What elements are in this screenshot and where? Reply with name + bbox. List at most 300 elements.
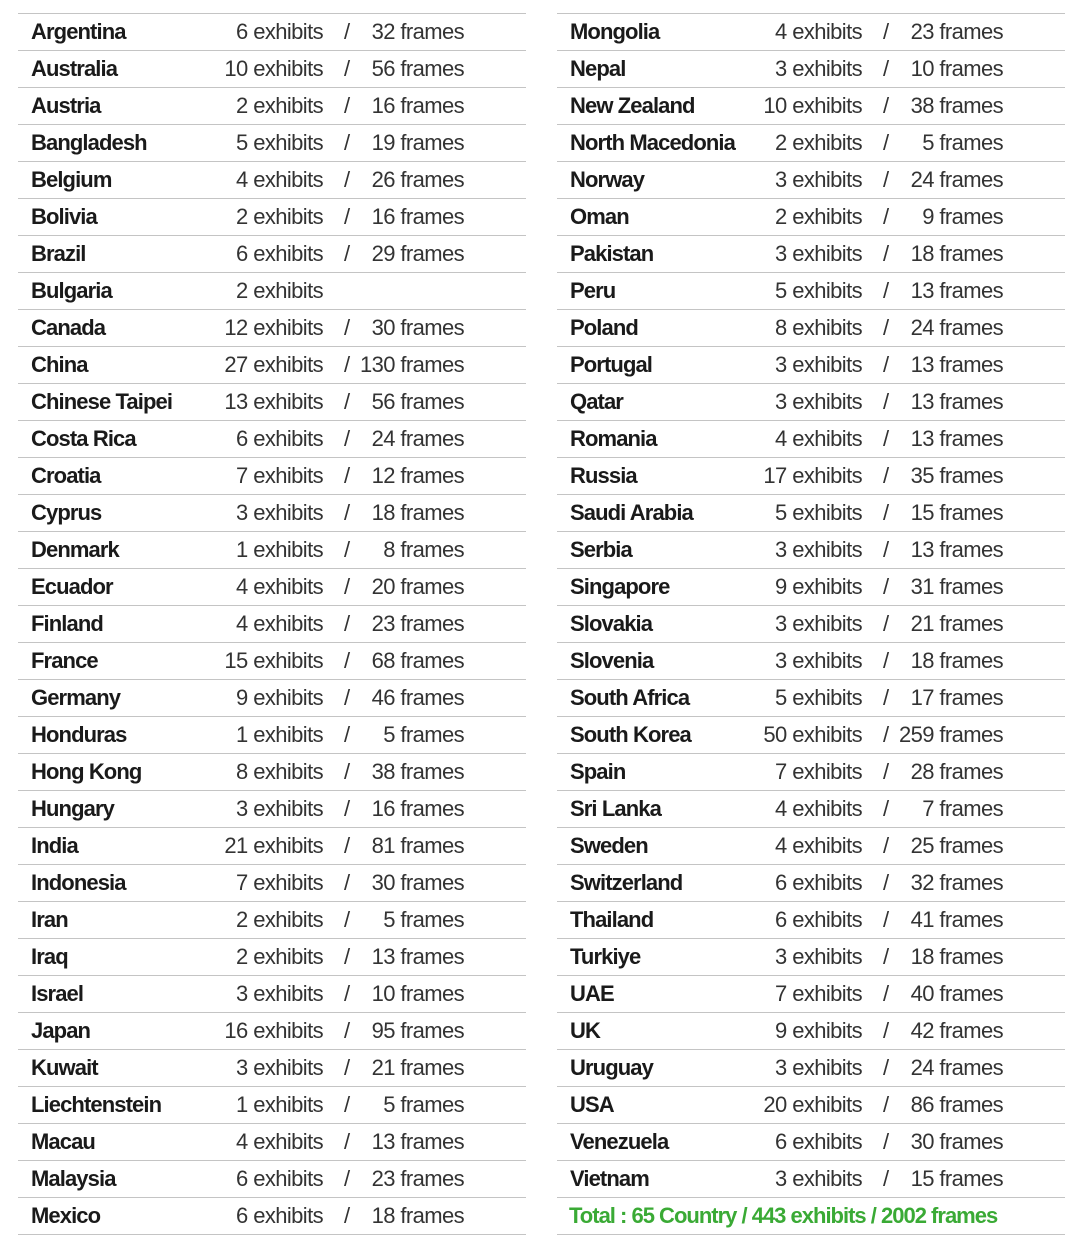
- table-row: [557, 1161, 1065, 1198]
- table-row: [557, 310, 1065, 347]
- frames-count: 13 frames: [910, 352, 1003, 377]
- exhibits-count: 3 exhibits: [236, 796, 323, 821]
- frames-count: 130 frames: [359, 352, 464, 377]
- exhibits-count: 3 exhibits: [775, 648, 862, 673]
- table-row: [557, 1124, 1065, 1161]
- frames-count: 13 frames: [910, 278, 1003, 303]
- country-name: Nepal: [570, 56, 626, 81]
- table-row: [18, 162, 526, 199]
- country-name: UAE: [570, 981, 614, 1006]
- separator: /: [344, 611, 350, 636]
- frames-count: 56 frames: [371, 56, 464, 81]
- frames-count: 18 frames: [910, 648, 1003, 673]
- table-row: [18, 495, 526, 532]
- frames-count: 40 frames: [910, 981, 1003, 1006]
- frames-count: 30 frames: [371, 315, 464, 340]
- separator: /: [883, 241, 889, 266]
- frames-count: 21 frames: [910, 611, 1003, 636]
- table-row: [557, 384, 1065, 421]
- exhibits-count: 3 exhibits: [236, 500, 323, 525]
- table-row: [18, 1050, 526, 1087]
- separator: /: [344, 93, 350, 118]
- exhibits-count: 3 exhibits: [775, 389, 862, 414]
- country-name: Serbia: [570, 537, 632, 562]
- separator: /: [883, 130, 889, 155]
- country-name: Spain: [570, 759, 626, 784]
- country-name: Kuwait: [31, 1055, 98, 1080]
- frames-count: 18 frames: [371, 1203, 464, 1228]
- frames-count: 10 frames: [371, 981, 464, 1006]
- table-row: [18, 828, 526, 865]
- exhibits-count: 6 exhibits: [236, 426, 323, 451]
- frames-count: 31 frames: [910, 574, 1003, 599]
- exhibits-count: 1 exhibits: [236, 1092, 323, 1117]
- exhibits-count: 20 exhibits: [763, 1092, 862, 1117]
- table-row: [557, 162, 1065, 199]
- separator: /: [344, 1203, 350, 1228]
- table-row: [18, 125, 526, 162]
- country-name: Costa Rica: [31, 426, 136, 451]
- frames-count: 20 frames: [371, 574, 464, 599]
- country-name: Bolivia: [31, 204, 97, 229]
- table-row: [18, 606, 526, 643]
- table-row: [18, 1161, 526, 1198]
- exhibits-count: 3 exhibits: [236, 1055, 323, 1080]
- frames-count: 13 frames: [910, 426, 1003, 451]
- left-column: [18, 13, 526, 1235]
- separator: /: [883, 685, 889, 710]
- exhibits-count: 3 exhibits: [775, 611, 862, 636]
- country-name: Denmark: [31, 537, 119, 562]
- frames-count: 46 frames: [371, 685, 464, 710]
- separator: /: [344, 648, 350, 673]
- exhibits-count: 6 exhibits: [236, 1203, 323, 1228]
- country-name: Iraq: [31, 944, 68, 969]
- right-column: [557, 13, 1065, 1235]
- frames-count: 23 frames: [371, 611, 464, 636]
- country-name: Iran: [31, 907, 68, 932]
- country-name: Poland: [570, 315, 638, 340]
- exhibits-count: 1 exhibits: [236, 722, 323, 747]
- exhibits-count: 5 exhibits: [775, 278, 862, 303]
- frames-count: 13 frames: [371, 944, 464, 969]
- separator: /: [344, 833, 350, 858]
- separator: /: [883, 204, 889, 229]
- exhibits-count: 2 exhibits: [775, 130, 862, 155]
- separator: /: [344, 537, 350, 562]
- country-name: Hungary: [31, 796, 114, 821]
- frames-count: 9 frames: [922, 204, 1003, 229]
- exhibits-count: 9 exhibits: [236, 685, 323, 710]
- country-name: Canada: [31, 315, 106, 340]
- frames-count: 29 frames: [371, 241, 464, 266]
- table-row: [557, 754, 1065, 791]
- exhibits-count: 3 exhibits: [775, 241, 862, 266]
- country-name: Venezuela: [570, 1129, 669, 1154]
- table-row: [557, 458, 1065, 495]
- exhibits-count: 2 exhibits: [236, 278, 323, 303]
- country-name: Australia: [31, 56, 118, 81]
- frames-count: 18 frames: [910, 944, 1003, 969]
- exhibits-count: 5 exhibits: [775, 685, 862, 710]
- exhibits-count: 15 exhibits: [224, 648, 323, 673]
- separator: /: [883, 19, 889, 44]
- frames-count: 16 frames: [371, 796, 464, 821]
- country-name: Honduras: [31, 722, 127, 747]
- separator: /: [883, 722, 889, 747]
- total-row: [557, 1198, 1065, 1235]
- table-row: [557, 606, 1065, 643]
- frames-count: 30 frames: [371, 870, 464, 895]
- frames-count: 24 frames: [910, 315, 1003, 340]
- table-row: [18, 14, 526, 51]
- separator: /: [344, 981, 350, 1006]
- table-row: [557, 902, 1065, 939]
- frames-count: 68 frames: [371, 648, 464, 673]
- frames-count: 10 frames: [910, 56, 1003, 81]
- frames-count: 28 frames: [910, 759, 1003, 784]
- frames-count: 38 frames: [910, 93, 1003, 118]
- separator: /: [344, 56, 350, 81]
- separator: /: [883, 1055, 889, 1080]
- table-row: [18, 347, 526, 384]
- exhibits-count: 3 exhibits: [775, 1055, 862, 1080]
- table-row: [557, 1050, 1065, 1087]
- separator: /: [344, 759, 350, 784]
- frames-count: 5 frames: [383, 907, 464, 932]
- table-row: [557, 717, 1065, 754]
- separator: /: [883, 56, 889, 81]
- frames-count: 17 frames: [910, 685, 1003, 710]
- exhibits-count: 3 exhibits: [775, 1166, 862, 1191]
- separator: /: [344, 796, 350, 821]
- separator: /: [344, 426, 350, 451]
- table-row: [18, 791, 526, 828]
- table-row: [557, 976, 1065, 1013]
- exhibits-count: 4 exhibits: [236, 1129, 323, 1154]
- frames-count: 35 frames: [910, 463, 1003, 488]
- country-name: Ecuador: [31, 574, 113, 599]
- exhibits-count: 6 exhibits: [236, 241, 323, 266]
- separator: /: [883, 574, 889, 599]
- separator: /: [344, 1129, 350, 1154]
- separator: /: [344, 870, 350, 895]
- country-name: Sri Lanka: [570, 796, 661, 821]
- frames-count: 81 frames: [371, 833, 464, 858]
- country-name: South Korea: [570, 722, 691, 747]
- exhibits-count: 7 exhibits: [775, 981, 862, 1006]
- country-name: New Zealand: [570, 93, 695, 118]
- table-row: [557, 643, 1065, 680]
- country-name: Uruguay: [570, 1055, 653, 1080]
- frames-count: 12 frames: [371, 463, 464, 488]
- separator: /: [883, 981, 889, 1006]
- table-row: [557, 680, 1065, 717]
- exhibits-count: 6 exhibits: [236, 1166, 323, 1191]
- country-name: Thailand: [570, 907, 654, 932]
- table-row: [18, 865, 526, 902]
- table-row: [18, 310, 526, 347]
- frames-count: 8 frames: [383, 537, 464, 562]
- exhibits-count: 50 exhibits: [763, 722, 862, 747]
- country-name: Qatar: [570, 389, 623, 414]
- table-row: [557, 791, 1065, 828]
- frames-count: 23 frames: [910, 19, 1003, 44]
- exhibits-count: 8 exhibits: [236, 759, 323, 784]
- frames-count: 86 frames: [910, 1092, 1003, 1117]
- separator: /: [344, 1166, 350, 1191]
- exhibits-count: 4 exhibits: [775, 19, 862, 44]
- frames-count: 56 frames: [371, 389, 464, 414]
- separator: /: [883, 389, 889, 414]
- separator: /: [344, 1092, 350, 1117]
- table-row: [18, 680, 526, 717]
- exhibits-count: 6 exhibits: [775, 1129, 862, 1154]
- separator: /: [883, 463, 889, 488]
- frames-count: 25 frames: [910, 833, 1003, 858]
- separator: /: [344, 685, 350, 710]
- separator: /: [883, 1092, 889, 1117]
- separator: /: [883, 500, 889, 525]
- table-row: [557, 125, 1065, 162]
- separator: /: [344, 167, 350, 192]
- table-row: [18, 1087, 526, 1124]
- country-name: Mongolia: [570, 19, 660, 44]
- frames-count: 26 frames: [371, 167, 464, 192]
- exhibits-count: 2 exhibits: [775, 204, 862, 229]
- frames-count: 15 frames: [910, 1166, 1003, 1191]
- exhibits-count: 8 exhibits: [775, 315, 862, 340]
- exhibits-count: 6 exhibits: [775, 907, 862, 932]
- exhibits-count: 4 exhibits: [775, 426, 862, 451]
- exhibits-count: 16 exhibits: [224, 1018, 323, 1043]
- exhibits-count: 2 exhibits: [236, 907, 323, 932]
- country-name: Indonesia: [31, 870, 126, 895]
- frames-count: 24 frames: [910, 1055, 1003, 1080]
- table-row: [18, 384, 526, 421]
- table-row: [18, 569, 526, 606]
- exhibits-count: 3 exhibits: [775, 537, 862, 562]
- frames-count: 259 frames: [898, 722, 1003, 747]
- frames-count: 23 frames: [371, 1166, 464, 1191]
- country-name: Slovakia: [570, 611, 653, 636]
- table-row: [18, 1013, 526, 1050]
- country-name: South Africa: [570, 685, 690, 710]
- country-name: Peru: [570, 278, 616, 303]
- exhibits-count: 3 exhibits: [236, 981, 323, 1006]
- exhibits-count: 3 exhibits: [775, 167, 862, 192]
- frames-count: 13 frames: [371, 1129, 464, 1154]
- table-row: [18, 532, 526, 569]
- separator: /: [883, 796, 889, 821]
- separator: /: [883, 1129, 889, 1154]
- frames-count: 32 frames: [910, 870, 1003, 895]
- total-summary: Total : 65 Country / 443 exhibits / 2002 frames: [569, 1203, 998, 1228]
- table-row: [18, 902, 526, 939]
- separator: /: [883, 315, 889, 340]
- exhibits-count: 9 exhibits: [775, 574, 862, 599]
- separator: /: [883, 167, 889, 192]
- separator: /: [883, 1166, 889, 1191]
- exhibits-count: 7 exhibits: [236, 870, 323, 895]
- table-row: [557, 1087, 1065, 1124]
- country-name: Oman: [570, 204, 629, 229]
- table-row: [557, 865, 1065, 902]
- exhibits-count: 1 exhibits: [236, 537, 323, 562]
- country-name: Norway: [570, 167, 645, 192]
- table-row: [18, 458, 526, 495]
- country-name: Chinese Taipei: [31, 389, 173, 414]
- frames-count: 5 frames: [383, 722, 464, 747]
- table-row: [18, 421, 526, 458]
- table-row: [18, 1198, 526, 1235]
- table-row: [18, 88, 526, 125]
- exhibits-count: 7 exhibits: [236, 463, 323, 488]
- exhibits-count: 17 exhibits: [763, 463, 862, 488]
- exhibits-count: 2 exhibits: [236, 204, 323, 229]
- exhibits-count: 6 exhibits: [775, 870, 862, 895]
- separator: /: [344, 1018, 350, 1043]
- table-row: [18, 717, 526, 754]
- separator: /: [344, 574, 350, 599]
- exhibits-count: 4 exhibits: [236, 611, 323, 636]
- separator: /: [344, 944, 350, 969]
- table-row: [557, 88, 1065, 125]
- frames-count: 19 frames: [371, 130, 464, 155]
- separator: /: [344, 1055, 350, 1080]
- exhibits-count: 5 exhibits: [236, 130, 323, 155]
- table-row: [557, 273, 1065, 310]
- separator: /: [344, 500, 350, 525]
- separator: /: [883, 352, 889, 377]
- country-name: Belgium: [31, 167, 112, 192]
- frames-count: 15 frames: [910, 500, 1003, 525]
- separator: /: [344, 241, 350, 266]
- frames-count: 13 frames: [910, 537, 1003, 562]
- table-row: [18, 754, 526, 791]
- table-row: [557, 532, 1065, 569]
- country-name: Switzerland: [570, 870, 683, 895]
- exhibits-count: 21 exhibits: [224, 833, 323, 858]
- table-row: [18, 236, 526, 273]
- country-name: Sweden: [570, 833, 648, 858]
- exhibits-count: 6 exhibits: [236, 19, 323, 44]
- country-name: Romania: [570, 426, 657, 451]
- exhibits-count: 3 exhibits: [775, 352, 862, 377]
- country-name: China: [31, 352, 88, 377]
- table-row: [18, 273, 526, 310]
- frames-count: 5 frames: [383, 1092, 464, 1117]
- exhibits-count: 4 exhibits: [775, 833, 862, 858]
- exhibits-count: 2 exhibits: [236, 93, 323, 118]
- frames-count: 7 frames: [922, 796, 1003, 821]
- separator: /: [883, 278, 889, 303]
- frames-count: 21 frames: [371, 1055, 464, 1080]
- table-row: [18, 199, 526, 236]
- exhibits-count: 9 exhibits: [775, 1018, 862, 1043]
- country-name: Austria: [31, 93, 101, 118]
- country-name: Japan: [31, 1018, 91, 1043]
- table-row: [557, 51, 1065, 88]
- table-row: [557, 199, 1065, 236]
- exhibits-count: 10 exhibits: [763, 93, 862, 118]
- exhibits-count: 10 exhibits: [224, 56, 323, 81]
- country-name: France: [31, 648, 98, 673]
- separator: /: [344, 204, 350, 229]
- table-row: [557, 236, 1065, 273]
- country-name: Israel: [31, 981, 84, 1006]
- country-name: Hong Kong: [31, 759, 142, 784]
- exhibits-count: 27 exhibits: [224, 352, 323, 377]
- table-row: [557, 347, 1065, 384]
- country-name: Brazil: [31, 241, 86, 266]
- frames-count: 24 frames: [371, 426, 464, 451]
- separator: /: [344, 907, 350, 932]
- frames-count: 16 frames: [371, 204, 464, 229]
- table-row: [557, 939, 1065, 976]
- country-name: North Macedonia: [570, 130, 735, 155]
- country-name: Russia: [570, 463, 637, 488]
- country-name: Malaysia: [31, 1166, 116, 1191]
- exhibits-count: 4 exhibits: [236, 167, 323, 192]
- exhibits-count: 12 exhibits: [224, 315, 323, 340]
- exhibits-count: 3 exhibits: [775, 56, 862, 81]
- country-name: Macau: [31, 1129, 95, 1154]
- separator: /: [344, 463, 350, 488]
- country-name: Slovenia: [570, 648, 654, 673]
- table-row: [557, 14, 1065, 51]
- frames-count: 5 frames: [922, 130, 1003, 155]
- frames-count: 95 frames: [371, 1018, 464, 1043]
- exhibits-count: 2 exhibits: [236, 944, 323, 969]
- separator: /: [344, 315, 350, 340]
- frames-count: 38 frames: [371, 759, 464, 784]
- exhibits-count: 4 exhibits: [775, 796, 862, 821]
- table-row: [18, 643, 526, 680]
- table-row: [18, 51, 526, 88]
- frames-count: 32 frames: [371, 19, 464, 44]
- country-name: Liechtenstein: [31, 1092, 162, 1117]
- country-name: USA: [570, 1092, 614, 1117]
- exhibits-count: 5 exhibits: [775, 500, 862, 525]
- country-name: Finland: [31, 611, 103, 636]
- table-row: [557, 421, 1065, 458]
- country-name: Bangladesh: [31, 130, 147, 155]
- exhibits-count: 4 exhibits: [236, 574, 323, 599]
- country-name: Saudi Arabia: [570, 500, 693, 525]
- right-rows: [557, 14, 1065, 1198]
- frames-count: 13 frames: [910, 389, 1003, 414]
- separator: /: [344, 130, 350, 155]
- separator: /: [883, 759, 889, 784]
- separator: /: [883, 870, 889, 895]
- separator: /: [883, 944, 889, 969]
- separator: /: [883, 648, 889, 673]
- table-row: [557, 1013, 1065, 1050]
- frames-count: 18 frames: [371, 500, 464, 525]
- separator: /: [883, 1018, 889, 1043]
- separator: /: [883, 611, 889, 636]
- frames-count: 16 frames: [371, 93, 464, 118]
- table-row: [18, 939, 526, 976]
- exhibits-count: 3 exhibits: [775, 944, 862, 969]
- separator: /: [344, 352, 350, 377]
- country-name: Cyprus: [31, 500, 102, 525]
- frames-count: 42 frames: [910, 1018, 1003, 1043]
- table-row: [557, 569, 1065, 606]
- country-name: India: [31, 833, 78, 858]
- country-name: Germany: [31, 685, 121, 710]
